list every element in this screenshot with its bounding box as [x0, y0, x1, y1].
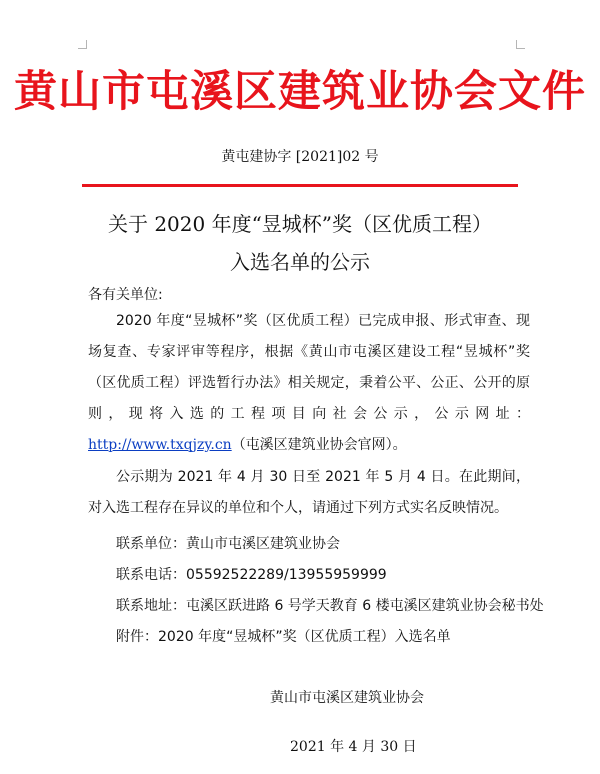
attachment-line: 附件：2020 年度“昱城杯”奖（区优质工程）入选名单 — [116, 629, 451, 645]
paragraph-intro — [88, 306, 530, 461]
contact-unit: 联系单位：黄山市屯溪区建筑业协会 — [116, 536, 340, 552]
notice-title-line1: 关于 2020 年度“昱城杯”奖（区优质工程） — [107, 212, 493, 236]
header-divider — [82, 184, 518, 187]
crop-mark-top-right — [516, 40, 525, 49]
signature-org: 黄山市屯溪区建筑业协会 — [270, 690, 424, 706]
website-link[interactable]: http://www.txqjzy.cn — [88, 437, 232, 453]
salutation: 各有关单位: — [88, 287, 163, 303]
crop-mark-top-left — [78, 40, 87, 49]
contact-address: 联系地址：屯溪区跃进路 6 号学天教育 6 楼屯溪区建筑业协会秘书处 — [116, 598, 544, 614]
signature-date: 2021 年 4 月 30 日 — [290, 739, 417, 755]
paragraph-period: 公示期为 2021 年 4 月 30 日至 2021 年 5 月 4 日。在此期间，对入选工程存在异议的单位和个人，请通过下列方式实名反映情况。 — [88, 469, 530, 516]
document-number: 黄屯建协字 [2021]02 号 — [221, 149, 379, 165]
contact-phone: 联系电话：05592522289/13955959999 — [116, 567, 387, 583]
paragraph-intro-text: 2020 年度“昱城杯”奖（区优质工程）已完成申报、形式审查、现场复查、专家评审等程序，根据《黄山市屯溪区建设工程“昱城杯”奖（区优质工程）评选暂行办法》相关规定，秉着公平、公正、公开的原则，现将入选的工程项目向社会公示，公示网址： — [88, 313, 530, 422]
notice-title-line2: 入选名单的公示 — [230, 250, 370, 274]
org-header-title: 黄山市屯溪区建筑业协会文件 — [14, 67, 586, 117]
paragraph-intro-tail: （屯溪区建筑业协会官网）。 — [231, 437, 407, 453]
